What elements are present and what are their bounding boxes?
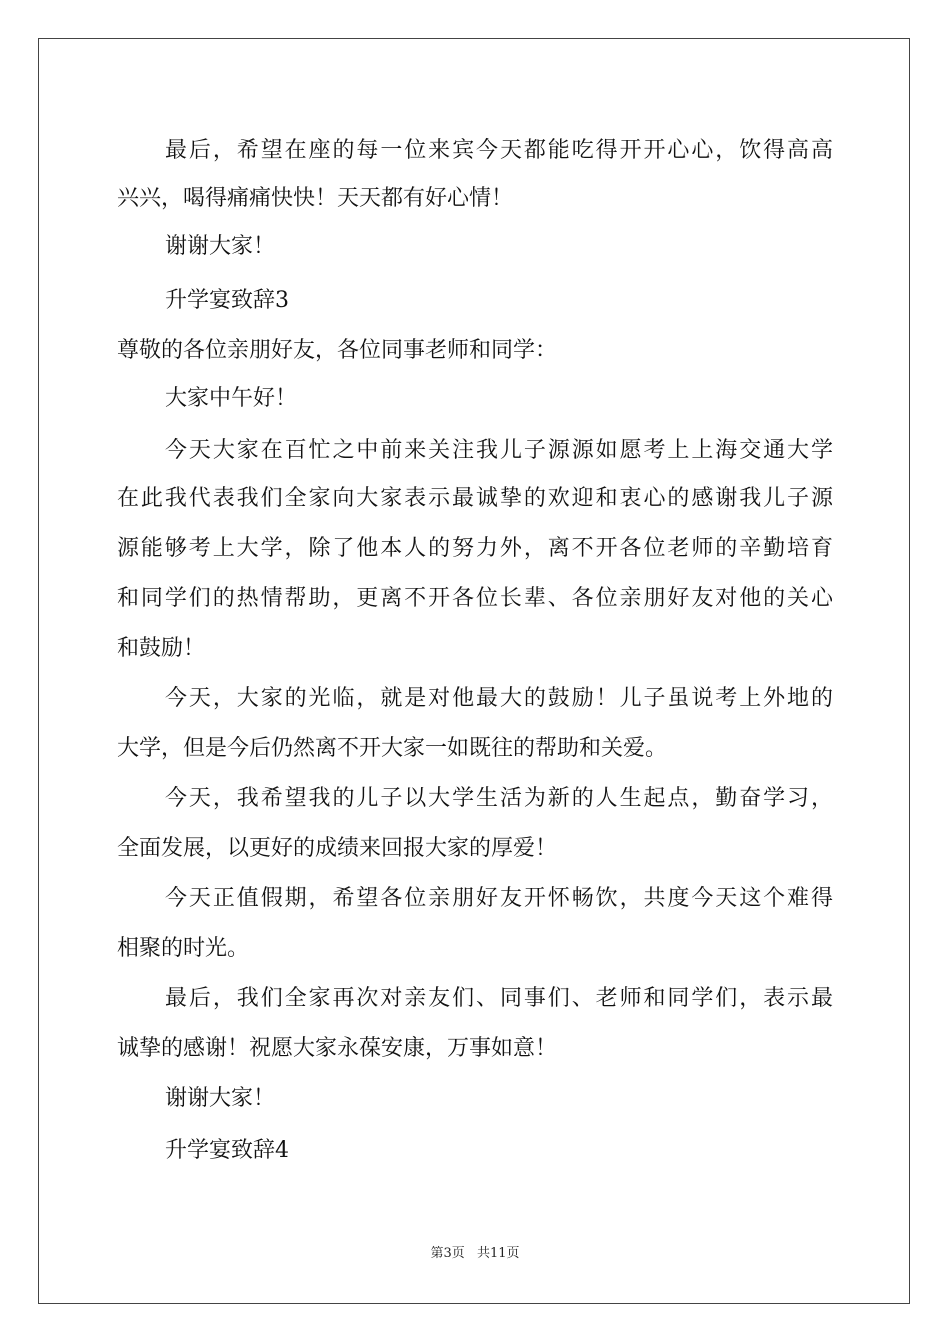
paragraph-line: 今天，我希望我的儿子以大学生活为新的人生起点，勤奋学习，: [165, 786, 833, 811]
salutation-line: 尊敬的各位亲朋好友，各位同事老师和同学：: [117, 338, 558, 363]
paragraph-line: 大学，但是今后仍然离不开大家一如既往的帮助和关爱。: [117, 736, 668, 761]
page-footer: [0, 1246, 950, 1262]
paragraph-line: 诚挚的感谢！祝愿大家永葆安康，万事如意！: [117, 1036, 558, 1061]
paragraph-line: 和同学们的热情帮助，更离不开各位长辈、各位亲朋好友对他的关心: [117, 586, 833, 611]
paragraph-line: 今天大家在百忙之中前来关注我儿子源源如愿考上上海交通大学: [165, 438, 833, 463]
paragraph-line: 最后，希望在座的每一位来宾今天都能吃得开开心心，饮得高高: [165, 138, 833, 163]
paragraph-line: 最后，我们全家再次对亲友们、同事们、老师和同学们，表示最: [165, 986, 833, 1011]
section-heading: 升学宴致辞3: [165, 288, 289, 313]
page-number: 第3页: [430, 1246, 465, 1261]
paragraph-line: 和鼓励！: [117, 636, 206, 661]
paragraph-line: 源能够考上大学，除了他本人的努力外，离不开各位老师的辛勤培育: [117, 536, 833, 561]
paragraph-line: 在此我代表我们全家向大家表示最诚挚的欢迎和衷心的感谢我儿子源: [117, 486, 833, 511]
page-total: 共11页: [476, 1246, 520, 1261]
paragraph-line: 大家中午好！: [165, 386, 298, 411]
page-frame: [38, 38, 910, 1304]
paragraph-line: 相聚的时光。: [117, 936, 250, 961]
paragraph-line: 兴兴，喝得痛痛快快！天天都有好心情！: [117, 186, 514, 211]
paragraph-line: 今天正值假期，希望各位亲朋好友开怀畅饮，共度今天这个难得: [165, 886, 833, 911]
paragraph-line: 全面发展，以更好的成绩来回报大家的厚爱！: [117, 836, 558, 861]
section-heading: 升学宴致辞4: [165, 1138, 289, 1163]
paragraph-line: 谢谢大家！: [165, 234, 276, 259]
paragraph-line: 今天，大家的光临，就是对他最大的鼓励！儿子虽说考上外地的: [165, 686, 833, 711]
paragraph-line: 谢谢大家！: [165, 1086, 276, 1111]
